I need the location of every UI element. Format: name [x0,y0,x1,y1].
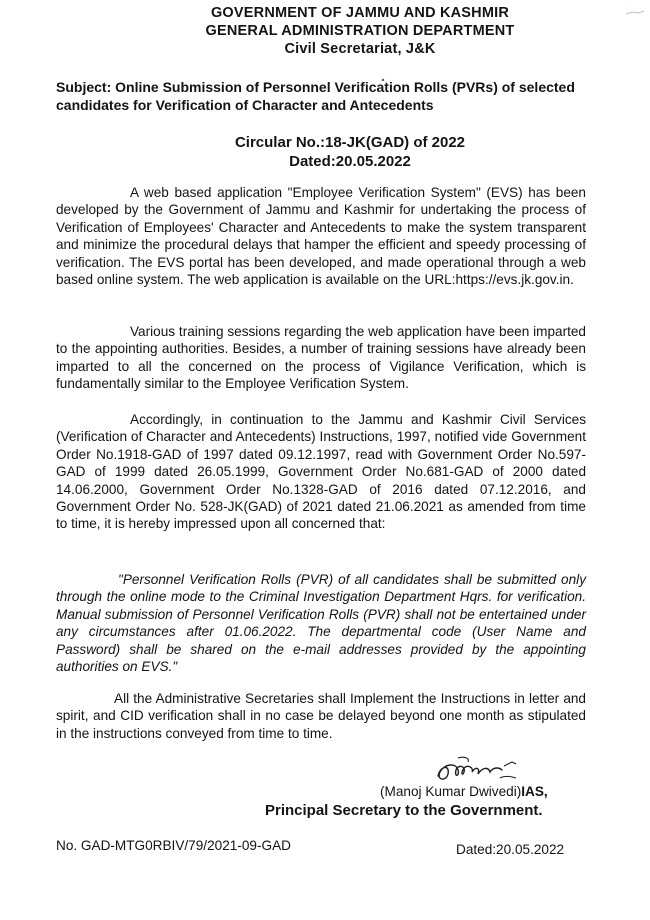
quoted-instruction-text: "Personnel Verification Rolls (PVR) of all candidates shall be submitted only through the online mode to the Criminal Investigation Department Hqrs. for verification. Manual submission of Personnel Verification Rolls (PVR) shall not be entertained under any circumstances after 01.06.2022. The departmental code (User Name and Password) shall be shared on the e-mail addresses provided by the appointing authorities on EVS." [56,572,586,675]
subject-line [56,78,596,114]
paragraph-1-text: A web based application "Employee Verification System" (EVS) has been developed by the Government of Jammu and Kashmir for undertaking the process of Verification of Employees' Character and Antecedents to make the system transparent and minimize the procedural delays that hamper the efficient and speedy processing of verification. The EVS portal has been developed, and made operational through a web based online system. The web application is available on the URL:https://evs.jk.gov.in. [56,185,586,288]
document-date: Dated:20.05.2022 [456,842,565,857]
scan-edge-mark [624,6,646,18]
signatory-full-name: (Manoj Kumar Dwivedi) [380,784,522,799]
subject-text: Online Submission of Personnel Verification Rolls (PVRs) of selected candidates for Verification of Character and Antecedents [56,79,575,113]
signatory-service: IAS, [521,784,548,799]
paragraph-government-orders [56,411,586,533]
paragraph-evs-introduction [56,184,586,288]
letterhead-government: GOVERNMENT OF JAMMU AND KASHMIR [210,5,510,21]
circular-heading [0,133,650,171]
signatory-name [380,783,548,801]
letterhead-office: Civil Secretariat, J&K [284,41,436,57]
circular-date: Dated:20.05.2022 [289,153,411,170]
subject-label: Subject: [56,79,112,95]
quoted-instruction [56,571,586,675]
signatory-designation: Principal Secretary to the Government. [265,802,543,819]
paragraph-implementation [56,690,586,742]
paragraph-3-text: Accordingly, in continuation to the Jammu and Kashmir Civil Services (Verification of Character and Antecedents) Instructions, 1997, notified vide Government Order No.1918-GAD of 1997 dated 09.12.1997, read with Government Order No.597-GAD of 1999 dated 26.05.1999, Government Order No.681-GAD of 2000 dated 14.06.2000, Government Order No.1328-GAD of 2016 dated 07.12.2016, and Government Order No. 528-JK(GAD) of 2021 dated 21.06.2021 as amended from time to time, it is hereby impressed upon all concerned that: [56,412,586,532]
paragraph-training-sessions [56,323,586,393]
paragraph-4-text: All the Administrative Secretaries shall Implement the Instructions in letter and spirit, and CID verification shall in no case be delayed beyond one month as stipulated in the instructions conveyed from time to time. [56,691,586,741]
document-number: No. GAD-MTG0RBIV/79/2021-09-GAD [56,838,291,853]
letterhead [0,4,650,58]
paragraph-2-text: Various training sessions regarding the web application have been imparted to the appointing authorities. Besides, a number of training sessions have already been imparted to all the concerned on the process of Vigilance Verification, which is fundamentally similar to the Employee Verification System. [56,324,586,392]
letterhead-department: GENERAL ADMINISTRATION DEPARTMENT [205,23,515,39]
circular-number: Circular No.:18-JK(GAD) of 2022 [234,134,466,151]
